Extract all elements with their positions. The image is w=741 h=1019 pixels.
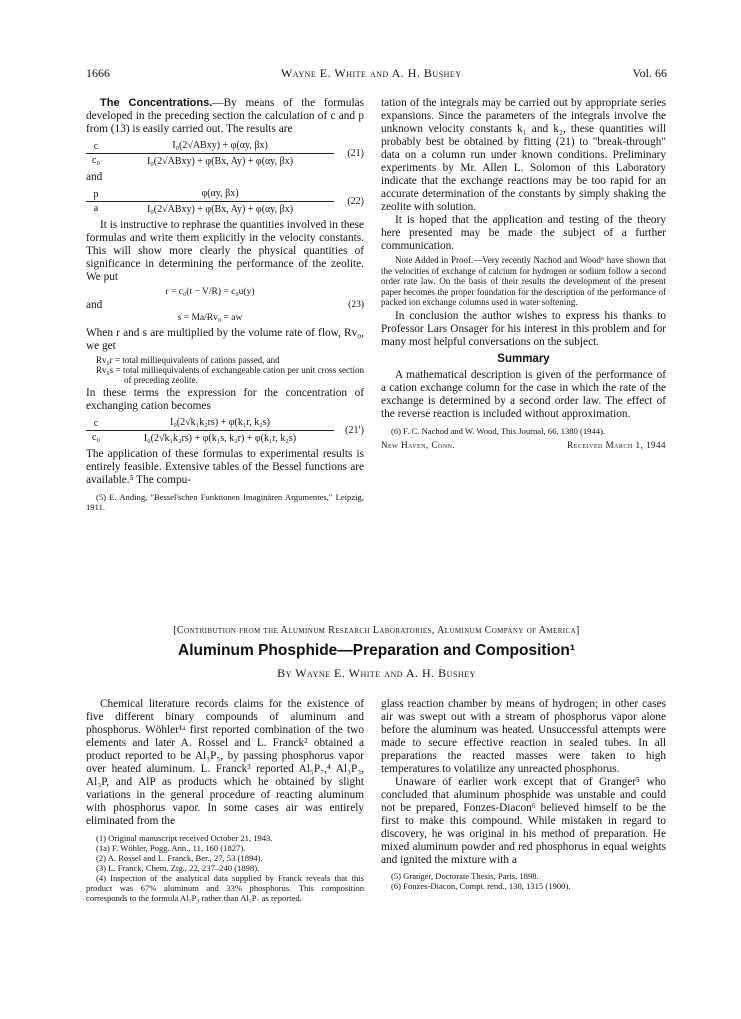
paragraph-application: The application of these formulas to experimental results is entirely feasible. Extensive tables of the Bessel functions are available.⁵ The compu- <box>86 448 364 486</box>
equation-22: $\frac{p}{a}$ $\frac{\varphi(\alpha y, \beta x)}{\text{I₀(2√ABxy) + φ(Bx, Ay) + φ(αy, βx)}}$ (22) <box>86 187 364 216</box>
footnotes-left <box>86 833 364 903</box>
summary-text: A mathematical description is given of the performance of a cation exchange column for the case in which the rate of the exchange is determined by a second order law. The effect of the reverse reaction is included without approximation. <box>381 368 666 420</box>
summary-heading: Summary <box>497 352 550 365</box>
contribution-line: [Contribution from the Aluminum Research Laboratories, Aluminum Company of America] <box>173 625 580 636</box>
right-column-top <box>381 97 666 452</box>
paragraph-terms: In these terms the expression for the concentration of exchanging cation becomes <box>86 387 364 412</box>
paragraph-glass-chamber: glass reaction chamber by means of hydrogen; in other cases air was swept out with a stream of phosphorus vapor alone before the aluminum was heated. Unsuccessful attempts were made to secure effective reaction in sealed tubes. In all preparations the reacted masses were taken to high temperatures to volatilize any unreacted phosphorus. <box>381 698 666 775</box>
note-added-in-proof: Note Added in Proof.—Very recently Nachod and Wood⁶ have shown that the velocities of exchange of calcium for hydrogen or sodium follow a second order rate law. On the basis of their results the development of the present paper becomes the proper foundation for the description of the performance of packed ion exchange columns used in water softening. <box>381 255 666 307</box>
paragraph-multiplied: When r and s are multiplied by the volume rate of flow, Rv₀, we get <box>86 327 364 352</box>
equation-21: $\frac{c}{\text{c₀}}$ $\frac{\text{I₀(2√ABxy) + φ(αy, βx)}}{\text{I₀(2√ABxy) + φ(Bx, Ay) + φ(αy, βx)}}$ (21) <box>86 139 364 168</box>
paragraph-granger: Unaware of earlier work except that of Granger⁵ who concluded that aluminum phosphide was unstable and could not be prepared, Fonzes-Diacon⁶ believed himself to be the first to make this compound. While mistaken in regard to discovery, he was original in his method of preparation. He mixed aluminum powder and red phosphorus in equal weights and ignited the mixture with a <box>381 776 666 866</box>
equation-21-prime: $\frac{c}{\text{c₀}}$ $\frac{\text{I₀(2√k₁k₂rs) + φ(k₁r, k₂s)}}{\text{I₀(2√k₁k₂rs) + φ(k₁s, k₂r) + φ(k₁r, k₂s)}}$ (21′) <box>86 416 364 445</box>
paragraph-hoped: It is hoped that the application and testing of the theory here presented may be made the subject of a further communication. <box>381 214 666 252</box>
section-heading-concentrations: The Concentrations. <box>100 97 213 109</box>
left-column-top <box>86 97 364 512</box>
footnote-5: (5) E. Anding, "Bessel'schen Funktionen Imaginären Argumentes," Leipzig, 1911. <box>86 492 364 512</box>
article-byline: By Wayne E. White and A. H. Bushey <box>277 666 476 680</box>
received-date: Received March 1, 1944 <box>567 439 666 450</box>
paragraph-computation: tation of the integrals may be carried out by appropriate series expansions. Since the parameters of the integrals involve the unknown velocity constants k₁ and k₂, these quantities will probably best be obtained by fitting (21) to "break-through" data on a column run under known conditions. Preliminary experiments by Mr. Allen L. Solomon of this Laboratory indicate that the exchange reactions may be too rapid for an accurate determination of the constants by simply shaking the zeolite with solution. <box>381 97 666 213</box>
paragraph-acknowledgment: In conclusion the author wishes to express his thanks to Professor Lars Onsager for his interest in this problem and for many most helpful conversations on the subject. <box>381 309 666 348</box>
running-head-authors: Wayne E. White and A. H. Bushey <box>280 66 462 80</box>
volume-label: Vol. 66 <box>632 66 667 80</box>
footnote-4: (4) Inspection of the analytical data supplied by Franck reveals that this product was 67% aluminum and 33% phosphorus. This composition corresponds to the formula Al₇P₃ rather than Al₅P₇ as reported. <box>86 873 364 903</box>
dateline <box>381 439 666 452</box>
footnotes-right <box>381 871 666 891</box>
definitions: Rv₀r = total milliequivalents of cations passed, and Rv₀s = total milliequivalents of exchangeable cation per unit cross section of preceding zeolite. <box>96 355 364 385</box>
right-column-bottom <box>381 698 666 891</box>
place: New Haven, Conn. <box>381 439 456 450</box>
footnote-3: (3) L. Franck, Chem. Ztg., 22, 237–240 (1898). <box>96 863 260 873</box>
paragraph-literature: Chemical literature records claims for the existence of five different binary compounds of aluminum and phosphorus. Wöhler¹ᵃ first reported combination of the two elements and later A. Rossel and L. Franck² obtained a product reported to be Al₃P₅, by passing phosphorus vapor over heated aluminum. L. Franck³ reported Al₅P₇,⁴ Al₃P₃, Al₃P, and AlP as products which he obtained by slight variations in the general procedure of reacting aluminum with phosphorus vapor. In some cases air was entirely eliminated from the <box>86 698 364 827</box>
footnote-6-fonzes: (6) Fonzes-Diacon, Compt. rend., 130, 1315 (1900). <box>391 881 571 891</box>
left-column-bottom <box>86 698 364 903</box>
article-title: Aluminum Phosphide—Preparation and Composition¹ <box>178 642 575 659</box>
paragraph-rephrase: It is instructive to rephrase the quantities involved in these formulas and write them explicitly in the velocity constants. This will show more clearly the physical quantities of significance in determining the performance of the zeolite. We put <box>86 219 364 283</box>
footnote-6: (6) F. C. Nachod and W. Wood, This Journal, 66, 1380 (1944). <box>391 425 606 436</box>
footnote-1a: (1a) F. Wöhler, Pogg. Ann., 11, 160 (1827). <box>96 843 246 853</box>
footnote-1: (1) Original manuscript received October 21, 1943. <box>96 833 273 843</box>
footnote-2: (2) A. Rossel and L. Franck, Ber., 27, 53 (1894). <box>96 853 263 863</box>
page-number: 1666 <box>86 66 110 80</box>
equation-23: r = c₀(t − V/R) = c₀u(y) and s = Ma/Rv₀ = aw (23) <box>86 287 364 323</box>
running-head <box>86 66 667 82</box>
footnote-5-granger: (5) Granger, Doctorate Thesis, Paris, 1898. <box>391 871 539 881</box>
concentrations-paragraph: The Concentrations.—By means of the formulas developed in the preceding section the calculation of c and p from (13) is easily carried out. The results are <box>86 97 364 135</box>
and-label: and <box>86 171 103 183</box>
